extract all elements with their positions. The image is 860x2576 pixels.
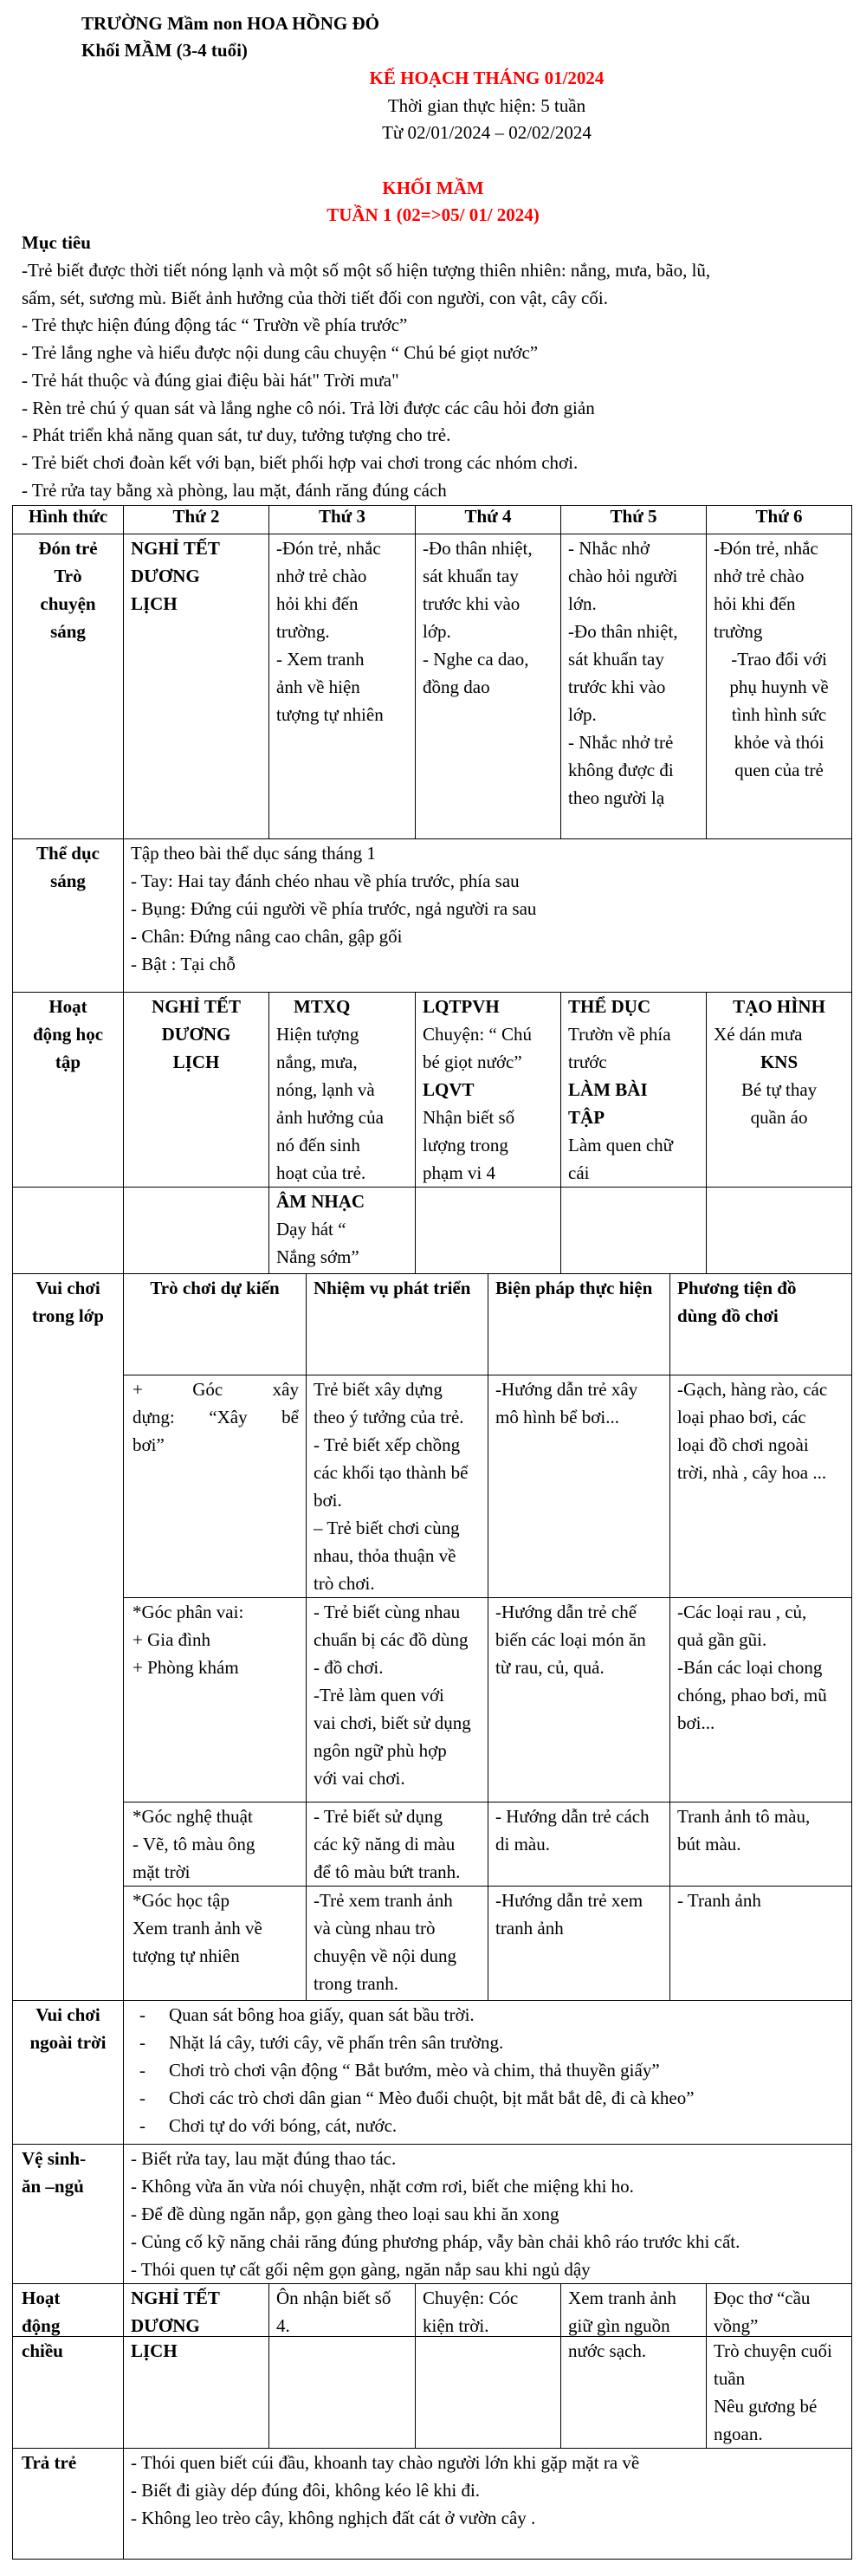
text-line: NGHỈ TẾT — [131, 538, 220, 559]
cell-mon — [124, 1188, 269, 1274]
text-line: - Thói quen biết cúi đầu, khoanh tay chào người lớn khi gặp mặt ra về — [131, 2452, 640, 2473]
indoor-task — [307, 1598, 488, 1803]
cell-mon — [124, 2337, 269, 2449]
row-learning — [13, 993, 852, 1188]
text-line: động học — [32, 1024, 104, 1045]
text-line: ảnh về hiện — [276, 676, 360, 697]
cell-wed — [416, 2337, 561, 2449]
text-line: vồng” — [714, 2315, 759, 2336]
text-line: – Trẻ biết chơi cùng — [314, 1518, 460, 1538]
text-line: Trẻ biết xây dựng — [314, 1379, 443, 1400]
row-morning-reception — [13, 534, 852, 839]
cell-mon — [124, 534, 269, 839]
text-line: trong lớp — [31, 1305, 104, 1326]
text-line: - đồ chơi. — [314, 1657, 384, 1678]
row-label — [13, 839, 124, 993]
text-line: lớp. — [423, 621, 451, 642]
text-line: - Để đề dùng ngăn nắp, gọn gàng theo loại sau khi ăn xong — [131, 2204, 559, 2224]
text-line: lớn. — [568, 593, 597, 614]
text-line: giữ gìn nguồn — [568, 2315, 670, 2336]
cell-pickup — [124, 2449, 852, 2560]
text-line: - Biết rửa tay, lau mặt đúng thao tác. — [131, 2148, 397, 2169]
text-line: sáng — [50, 621, 86, 642]
text-line: quần áo — [750, 1107, 808, 1128]
text-line: Nhận biết số — [423, 1107, 515, 1128]
indoor-material — [670, 1375, 852, 1598]
text-line: tượng tự nhiên — [276, 704, 384, 725]
text-line: trường — [714, 621, 763, 642]
text-line: *Góc phân vai: — [133, 1602, 244, 1622]
text-line: - Trẻ thực hiện đúng động tác “ Trườn về phía trước” — [22, 314, 408, 336]
text-line: Làm quen chữ — [568, 1135, 674, 1155]
text-line: TẬP — [568, 1107, 605, 1128]
text-line: Biện pháp thực hiện — [495, 1278, 653, 1298]
text-line: - Hướng dẫn trẻ cách — [495, 1806, 650, 1827]
subject-content — [423, 1020, 553, 1076]
indoor-method — [488, 1887, 670, 2001]
header-row — [13, 506, 852, 534]
text-line: vai chơi, biết sử dụng — [314, 1712, 471, 1733]
text-line: -Bán các loại chong — [677, 1657, 823, 1678]
text-line: trước khi vào — [568, 676, 666, 697]
row-music — [13, 1188, 852, 1274]
text-line: -Đo thân nhiệt, — [568, 621, 678, 642]
text-line: THỂ DỤC — [568, 996, 651, 1017]
text-line: Hiện tượng — [276, 1024, 359, 1045]
subject-content — [568, 1131, 699, 1187]
text-line: -Đón trẻ, nhắc — [714, 538, 818, 559]
text-line: Xé dán mưa — [714, 1024, 803, 1045]
text-line: ngoài trời — [29, 2032, 107, 2053]
indoor-method — [488, 1375, 670, 1598]
cell-exercise — [124, 839, 852, 993]
row-label — [13, 1274, 124, 2001]
indoor-method — [488, 1803, 670, 1887]
text-line: LQVT — [423, 1079, 475, 1100]
text-line: Bé tự thay — [740, 1079, 818, 1100]
fri-center-lines — [714, 645, 844, 784]
cell-fri — [707, 2337, 852, 2449]
header-cell: Thứ 5 — [561, 506, 707, 534]
text-line: + Gia đình — [133, 1629, 210, 1650]
cell-outdoor — [124, 2001, 852, 2145]
text-line: sáng — [50, 871, 86, 891]
text-line: NGHỈ TẾT — [131, 2288, 220, 2308]
subject-title — [568, 993, 699, 1020]
subject-title — [276, 993, 408, 1020]
indoor-method — [488, 1598, 670, 1803]
text-line: -Đo thân nhiệt, — [423, 538, 533, 559]
text-line: và cùng nhau trò — [314, 1918, 436, 1938]
text-line: Nắng sớm” — [276, 1246, 359, 1267]
text-line: nắng, mưa, — [276, 1052, 358, 1072]
block-title: KHỐI MẦM — [382, 178, 484, 198]
text-line: tình hình sức — [731, 704, 827, 725]
cell-tue — [269, 993, 416, 1188]
text-line: -Các loại rau , củ, — [677, 1602, 807, 1622]
text-line: NGHỈ TẾT — [152, 996, 241, 1017]
indoor-material — [670, 1803, 852, 1887]
row-outdoor — [13, 2001, 852, 2145]
row-label — [13, 534, 124, 839]
text-line: cái — [568, 1162, 590, 1183]
text-line: bé giọt nước” — [423, 1052, 522, 1072]
cell-thu — [561, 534, 707, 839]
indoor-header-game — [124, 1274, 307, 1375]
text-line: - Chân: Đứng nâng cao chân, gập gối — [131, 926, 403, 947]
text-line: ÂM NHẠC — [276, 1191, 365, 1212]
text-line: - Nhắc nhở trẻ — [568, 732, 674, 753]
text-line: - Không vừa ăn vừa nói chuyện, nhặt cơm rơi, biết che miệng khi ho. — [131, 2176, 634, 2197]
header-cell: Thứ 4 — [416, 506, 561, 534]
text-line: dựng: “Xây bể — [133, 1407, 299, 1427]
text-line: theo ý tưởng của trẻ. — [314, 1407, 464, 1427]
text-line: bút màu. — [677, 1834, 741, 1854]
indoor-task — [307, 1375, 488, 1598]
text-line: Dạy hát “ — [276, 1219, 346, 1239]
text-line: loại phao bơi, các — [677, 1407, 806, 1427]
text-line: - Nghe ca dao, — [423, 649, 529, 670]
text-line: ảnh hưởng của — [276, 1107, 384, 1128]
text-line: - Xem tranh — [276, 649, 365, 670]
text-line: Vui chơi — [36, 2004, 100, 2025]
subject-content — [276, 1215, 408, 1271]
text-line: Phương tiện đồ — [677, 1278, 797, 1298]
header-cell: Hình thức — [13, 506, 124, 534]
text-line: với vai chơi. — [314, 1768, 405, 1789]
text-line: nhau, thỏa thuận về — [314, 1545, 456, 1566]
text-line: - Quan sát bông hoa giấy, quan sát bầu trời. — [131, 2001, 844, 2029]
text-line: các kỹ năng di màu — [314, 1834, 456, 1854]
text-line: phạm vi 4 — [423, 1162, 496, 1183]
text-line: tập — [55, 1052, 81, 1072]
subject-title — [423, 993, 553, 1020]
weekly-plan-table — [12, 505, 852, 2352]
indoor-row — [13, 1375, 852, 1598]
text-line: chuẩn bị các đồ dùng — [314, 1629, 469, 1650]
text-line: - Trẻ biết xếp chồng — [314, 1434, 461, 1455]
text-line: bơi. — [314, 1490, 342, 1511]
text-line: nước sạch. — [568, 2340, 647, 2361]
subject-content — [276, 1020, 408, 1187]
text-line: lượng trong — [423, 1135, 508, 1155]
plan-title: KẾ HOẠCH THÁNG 01/2024 — [369, 68, 605, 88]
weekly-plan-table-continued — [12, 2336, 852, 2560]
text-line: DƯƠNG — [131, 2315, 200, 2336]
indoor-task — [307, 1803, 488, 1887]
text-line: Vệ sinh- — [22, 2148, 87, 2169]
text-line: tượng tự nhiên — [133, 1945, 240, 1966]
text-line: LÀM BÀI — [568, 1079, 648, 1100]
cell-fri — [707, 1188, 852, 1274]
row-label — [13, 2001, 124, 2145]
text-line: bơi” — [133, 1434, 165, 1455]
subject-title — [276, 1188, 408, 1215]
text-line: Đọc thơ “cầu — [714, 2288, 811, 2308]
subject-content — [423, 1104, 553, 1187]
subject-title — [423, 1076, 553, 1104]
text-line: chuyện về nội dung — [314, 1945, 457, 1966]
indoor-row — [13, 1887, 852, 2001]
text-line: Hoạt — [22, 2288, 61, 2308]
text-line: - Phát triển khả năng quan sát, tư duy, tưởng tượng cho trẻ. — [22, 424, 451, 446]
header-cell: Thứ 6 — [707, 506, 852, 534]
text-line: Trò chơi dự kiến — [150, 1278, 280, 1298]
text-line: động — [22, 2315, 61, 2336]
text-line: tranh ảnh — [495, 1918, 564, 1938]
text-line: - Thói quen tự cất gối nệm gọn gàng, ngăn nắp sau khi ngủ dậy — [131, 2259, 591, 2280]
row-label-empty — [13, 1188, 124, 1274]
text-line: trong tranh. — [314, 1973, 398, 1994]
text-line: -Đón trẻ, nhắc — [276, 538, 381, 559]
indoor-game — [124, 1598, 307, 1803]
text-line: các khối tạo thành bể — [314, 1462, 469, 1483]
text-line: Thể dục — [36, 843, 100, 864]
text-line: Trả trẻ — [22, 2452, 77, 2473]
text-line: Tập theo bài thể dục sáng tháng 1 — [131, 843, 376, 864]
row-hygiene — [13, 2145, 852, 2284]
row-indoor-header — [13, 1274, 852, 1375]
text-line: -Hướng dẫn trẻ xây — [495, 1379, 638, 1400]
text-line: di màu. — [495, 1834, 551, 1854]
subject-content — [714, 1076, 844, 1131]
cell-thu — [561, 2337, 707, 2449]
text-line: sát khuẩn tay — [568, 649, 664, 670]
text-line: - Trẻ biết chơi đoàn kết với bạn, biết phối hợp vai chơi trong các nhóm chơi. — [22, 451, 579, 473]
text-line: -Hướng dẫn trẻ xem — [495, 1890, 643, 1911]
text-line: tuần — [714, 2368, 746, 2389]
text-line: Xem tranh ảnh — [568, 2288, 676, 2308]
cell-tue — [269, 2337, 416, 2449]
text-line: TẠO HÌNH — [733, 996, 825, 1017]
text-line: LQTPVH — [423, 996, 500, 1017]
text-line: -Trao đổi với — [731, 649, 827, 670]
text-line: - Trẻ hát thuộc và đúng giai điệu bài hát" Trời mưa" — [22, 369, 399, 391]
row-label — [13, 993, 124, 1188]
text-line: - Rèn trẻ chú ý quan sát và lắng nghe cô nói. Trả lời được các câu hỏi đơn giản — [22, 397, 595, 418]
cell-mon — [124, 993, 269, 1188]
text-line: LỊCH — [131, 593, 178, 614]
cell-fri — [707, 993, 852, 1188]
text-line: Nhiệm vụ phát triển — [314, 1278, 471, 1298]
text-line: nó đến sinh — [276, 1135, 360, 1155]
cell-hygiene — [124, 2145, 852, 2284]
cell-wed — [416, 1188, 561, 1274]
row-label — [13, 2449, 124, 2560]
cell-thu — [561, 993, 707, 1188]
cell-fri — [707, 534, 852, 839]
text-line: + Phòng khám — [133, 1657, 239, 1678]
text-line: nóng, lạnh và — [276, 1079, 375, 1100]
week-title: TUẦN 1 (02=>05/ 01/ 2024) — [327, 204, 540, 225]
text-line: Chuyện: “ Chú — [423, 1024, 533, 1045]
text-line: Xem tranh ảnh về — [133, 1918, 262, 1938]
text-line: Hoạt — [48, 996, 87, 1017]
indoor-game — [124, 1375, 307, 1598]
text-line: nhở trẻ chào — [714, 566, 805, 586]
text-line: quen của trẻ — [734, 760, 824, 780]
text-line: 4. — [276, 2315, 290, 2336]
duration: Thời gian thực hiện: 5 tuần — [387, 95, 586, 116]
text-line: ăn –ngủ — [22, 2176, 84, 2197]
indoor-task — [307, 1887, 488, 2001]
text-line: -Trẻ biết được thời tiết nóng lạnh và một số một số hiện tượng thiên nhiên: nắng, mưa, bão, lũ, — [22, 260, 711, 281]
text-line: - Nhặt lá cây, tưới cây, vẽ phấn trên sân trường. — [131, 2029, 844, 2056]
cell-thu — [561, 1188, 707, 1274]
text-line: MTXQ — [294, 996, 351, 1017]
text-line: - Tay: Hai tay đánh chéo nhau về phía trước, phía sau — [131, 871, 520, 891]
subject-title — [714, 993, 844, 1020]
text-line: - Tranh ảnh — [677, 1890, 761, 1911]
text-line: KNS — [760, 1052, 799, 1072]
text-line: Ôn nhận biết số — [276, 2288, 391, 2308]
text-line: - Bụng: Đứng cúi người về phía trước, ngả người ra sau — [131, 898, 537, 919]
text-line: - Biết đi giày dép đúng đôi, không kéo lê khi đi. — [131, 2480, 481, 2501]
indoor-header-task — [307, 1274, 488, 1375]
row-label — [13, 2337, 124, 2449]
date-range: Từ 02/01/2024 – 02/02/2024 — [382, 122, 592, 143]
text-line: lớp. — [568, 704, 597, 725]
row-label — [13, 2145, 124, 2284]
text-line: -Trẻ xem tranh ảnh — [314, 1890, 453, 1911]
text-line: - Trẻ biết sử dụng — [314, 1806, 443, 1827]
text-line: LỊCH — [172, 1052, 220, 1072]
text-line: biến các loại món ăn — [495, 1629, 646, 1650]
text-line: Trườn về phía — [568, 1024, 671, 1045]
text-line: Trò — [54, 566, 82, 586]
text-line: mặt trời — [133, 1861, 191, 1882]
row-pickup — [13, 2449, 852, 2560]
text-line: chóng, phao bơi, mũ — [677, 1685, 827, 1705]
text-line: *Góc nghệ thuật — [133, 1806, 253, 1827]
indoor-game — [124, 1803, 307, 1887]
text-line: quả gần gũi. — [677, 1629, 767, 1650]
text-line: đồng dao — [423, 676, 490, 697]
indoor-header-material — [670, 1274, 852, 1375]
text-line: hỏi khi đến — [714, 593, 796, 614]
indoor-header-method — [488, 1274, 670, 1375]
fri-left-lines — [714, 534, 844, 645]
subject-content — [568, 1020, 699, 1076]
text-line: -Hướng dẫn trẻ chế — [495, 1602, 637, 1622]
text-line: - Vẽ, tô màu ông — [133, 1834, 255, 1854]
cell-wed — [416, 534, 561, 839]
text-line: Đón trẻ — [38, 538, 98, 559]
text-line: - Chơi các trò chơi dân gian “ Mèo đuổi chuột, bịt mắt bắt dê, đi cà kheo” — [131, 2084, 844, 2112]
text-line: phụ huynh về — [729, 676, 829, 697]
text-line: - Bật : Tại chỗ — [131, 954, 236, 974]
text-line: - Trẻ lắng nghe và hiểu được nội dung câu chuyện “ Chú bé giọt nước” — [22, 342, 539, 364]
text-line: - Chơi trò chơi vận động “ Bắt bướm, mèo và chim, thả thuyền giấy” — [131, 2056, 844, 2084]
text-line: - Nhắc nhở — [568, 538, 650, 559]
text-line: LỊCH — [131, 2340, 178, 2361]
school-name: TRƯỜNG Mầm non HOA HỒNG ĐỎ — [81, 13, 379, 34]
indoor-game — [124, 1887, 307, 2001]
header-cell: Thứ 3 — [269, 506, 416, 534]
text-line: chào hỏi người — [568, 566, 678, 586]
text-line: theo người lạ — [568, 787, 665, 808]
text-line: trời, nhà , cây hoa ... — [677, 1462, 827, 1483]
text-line: để tô màu bứt tranh. — [314, 1861, 461, 1882]
text-line: chiều — [22, 2340, 63, 2361]
text-line: từ rau, củ, quả. — [495, 1657, 605, 1678]
text-line: ngôn ngữ phù hợp — [314, 1740, 447, 1761]
text-line: Trò chuyện cuối — [714, 2340, 832, 2361]
subject-title — [568, 1076, 699, 1131]
text-line: - Củng cố kỹ năng chải răng đúng phương pháp, vẫy bàn chải khô ráo trước khi cất. — [131, 2231, 740, 2252]
text-line: ngoan. — [714, 2424, 763, 2444]
indoor-row — [13, 1598, 852, 1803]
text-line: Vui chơi — [36, 1278, 100, 1298]
text-line: hoạt của trẻ. — [276, 1162, 366, 1183]
text-line: hỏi khi đến — [276, 593, 359, 614]
text-line: Nêu gương bé — [714, 2396, 818, 2417]
objectives-title: Mục tiêu — [22, 232, 91, 253]
text-line: - Không leo trèo cây, không nghịch đất cát ở vườn cây . — [131, 2508, 536, 2528]
text-line: Tranh ảnh tô màu, — [677, 1806, 811, 1827]
text-line: trường. — [276, 621, 330, 642]
text-line: không được đi — [568, 760, 674, 780]
subject-content — [714, 1020, 844, 1048]
text-line: nhở trẻ chào — [276, 566, 367, 586]
text-line: sát khuẩn tay — [423, 566, 519, 586]
text-line: bơi... — [677, 1712, 715, 1733]
text-line: sấm, sét, sương mù. Biết ảnh hưởng của thời tiết đối con người, con vật, cây cối. — [22, 287, 608, 308]
text-line: trò chơi. — [314, 1573, 375, 1594]
cell-wed — [416, 993, 561, 1188]
text-line: trước — [568, 1052, 607, 1072]
text-line: loại đồ chơi ngoài — [677, 1434, 809, 1455]
cell-tue — [269, 1188, 416, 1274]
text-line: Chuyện: Cóc — [423, 2288, 519, 2308]
text-line: trước khi vào — [423, 593, 521, 614]
text-line: chuyện — [40, 593, 96, 614]
text-line: kiện trời. — [423, 2315, 489, 2336]
text-line: *Góc học tập — [133, 1890, 230, 1911]
indoor-material — [670, 1887, 852, 2001]
grade-name: Khối MẦM (3-4 tuổi) — [81, 40, 248, 61]
indoor-row — [13, 1803, 852, 1887]
text-line: mô hình bể bơi... — [495, 1407, 619, 1427]
text-line: DƯƠNG — [161, 1024, 231, 1045]
header-cell: Thứ 2 — [124, 506, 269, 534]
text-line: + Góc xây — [133, 1379, 299, 1400]
subject-title — [714, 1048, 844, 1076]
text-line: - Trẻ rửa tay bằng xà phòng, lau mặt, đánh răng đúng cách — [22, 479, 447, 501]
text-line: - Trẻ biết cùng nhau — [314, 1602, 461, 1622]
text-line: - Chơi tự do với bóng, cát, nước. — [131, 2112, 844, 2139]
text-line: khỏe và thói — [734, 732, 824, 753]
objectives-list — [22, 257, 710, 504]
text-line: -Gạch, hàng rào, các — [677, 1379, 828, 1400]
row-morning-exercise — [13, 839, 852, 993]
indoor-material — [670, 1598, 852, 1803]
cell-tue — [269, 534, 416, 839]
text-line: DƯƠNG — [131, 566, 200, 586]
text-line: dùng đồ chơi — [677, 1305, 779, 1326]
text-line: -Trẻ làm quen với — [314, 1685, 444, 1705]
row-afternoon-continued — [13, 2337, 852, 2449]
